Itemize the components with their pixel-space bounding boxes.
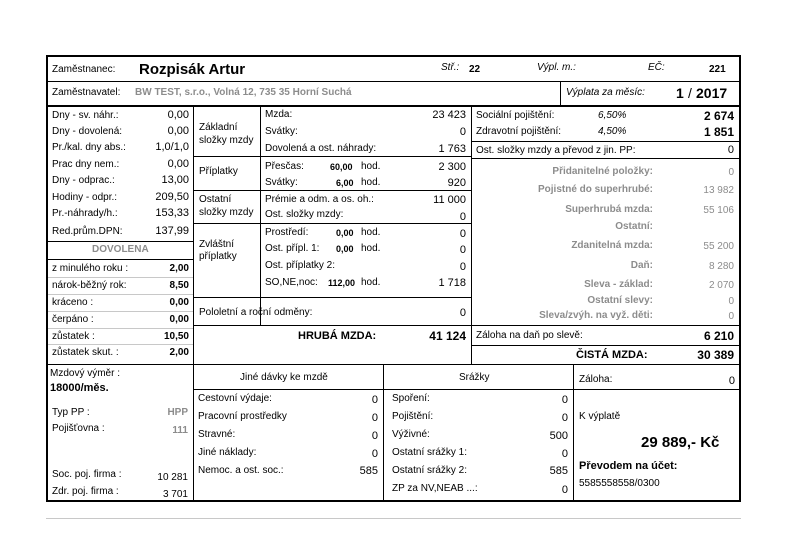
svatky-value: 0: [459, 126, 466, 138]
health-value: 1 851: [703, 125, 734, 139]
employee-label: Zaměstnanec:: [52, 64, 116, 75]
days-value: 0,00: [167, 158, 189, 170]
pojistovna-value: 111: [172, 425, 188, 436]
k-vyplate-label: K výplatě: [579, 411, 621, 422]
month-value: 1: [676, 85, 684, 101]
zdr-firma-value: 3 701: [162, 489, 188, 500]
page-label: Stř.:: [441, 62, 460, 73]
so-hours: 112,00: [328, 278, 356, 288]
border-top: [46, 55, 741, 57]
vymer-value: 18000/měs.: [50, 382, 109, 394]
vacation-label: z minulého roku :: [52, 263, 129, 274]
benefit-value: 0: [371, 412, 378, 424]
ec-value: 221: [709, 64, 726, 75]
vacation-label: kráceno :: [52, 297, 94, 308]
deduction-label: Ostatní srážky 2:: [392, 465, 468, 476]
days-label: Red.prům.DPN:: [52, 226, 123, 237]
svatky2-unit: hod.: [361, 177, 381, 188]
page-value: 22: [469, 64, 481, 75]
zvlastni-group-label: příplatky: [199, 251, 237, 262]
days-value: 153,33: [155, 207, 189, 219]
days-value: 137,99: [155, 225, 189, 237]
premie-label: Prémie a odm. a os. oh.:: [265, 194, 374, 205]
ost1-label: Ost. přípl. 1:: [265, 243, 320, 254]
days-label: Dny - odprac.:: [52, 175, 115, 186]
deduction-value: 0: [561, 448, 568, 460]
basic-group-label: složky mzdy: [199, 135, 254, 146]
border-left: [46, 55, 48, 502]
deduction-value: 0: [561, 394, 568, 406]
ost-slozky-label: Ost. složky mzdy:: [265, 209, 344, 220]
border-right: [739, 55, 741, 502]
vacation-value: 0,00: [169, 297, 189, 308]
tax-label: Sleva/zvýh. na vyž. děti:: [539, 310, 653, 321]
tax-label: Sleva - základ:: [584, 279, 653, 290]
tax-label: Ostatní slevy:: [587, 295, 653, 306]
deduction-label: Výživné:: [392, 429, 430, 440]
benefit-value: 0: [371, 430, 378, 442]
benefit-label: Pracovní prostředky: [198, 411, 287, 422]
zaloha-value: 0: [728, 375, 735, 387]
benefit-label: Nemoc. a ost. soc.:: [198, 465, 284, 476]
deduction-label: ZP za NV,NEAB ...:: [392, 483, 478, 494]
premie-value: 11 000: [433, 194, 466, 206]
divider-month: [560, 81, 561, 105]
zvlastni-group-label: Zvláštní: [199, 239, 235, 250]
prescas-hours: 60,00: [330, 162, 353, 172]
health-label: Zdravotní pojištění:: [476, 126, 562, 137]
divider-summary: [46, 364, 741, 365]
zdr-firma-label: Zdr. poj. firma :: [52, 486, 119, 497]
benefit-value: 0: [371, 394, 378, 406]
dovolena-label: Dovolená a ost. náhrady:: [265, 143, 377, 154]
days-value: 209,50: [155, 191, 189, 203]
vacation-rule: [48, 294, 193, 295]
vymer-label: Mzdový výměr :: [50, 368, 121, 379]
social-pct: 6,50%: [598, 110, 627, 121]
so-value: 1 718: [438, 277, 466, 289]
hruba-label: HRUBÁ MZDA:: [298, 330, 377, 342]
days-label: Prac dny nem.:: [52, 159, 120, 170]
tax-label: Pojistné do superhrubé:: [537, 184, 653, 195]
typ-label: Typ PP :: [52, 407, 90, 418]
ost2-value: 0: [459, 261, 466, 273]
tax-label: Superhrubá mzda:: [565, 204, 653, 215]
days-label: Hodiny - odpr.:: [52, 192, 118, 203]
deduction-value: 0: [561, 412, 568, 424]
basic-group-label: Základní: [199, 122, 238, 133]
ec-label: EČ:: [648, 62, 665, 73]
vacation-rule: [48, 277, 193, 278]
days-label: Dny - sv. náhr.:: [52, 110, 119, 121]
vacation-rule: [48, 344, 193, 345]
month-label: Výplata za měsíc:: [566, 87, 645, 98]
ostatni-group-label: složky mzdy: [199, 207, 254, 218]
ostatni-group-label: Ostatní: [199, 194, 232, 205]
divider-benefits-title: [193, 389, 573, 390]
tax-value: 13 982: [703, 185, 734, 196]
tax-value: 8 280: [708, 261, 734, 272]
prostredi-hours: 0,00: [336, 228, 354, 238]
month-separator: /: [688, 85, 692, 101]
vacation-rule: [48, 311, 193, 312]
vacation-value: 0,00: [169, 314, 189, 325]
svatky2-hours: 6,00: [336, 178, 354, 188]
vacation-value: 2,00: [169, 263, 189, 274]
so-label: SO,NE,noc:: [265, 277, 318, 288]
benefit-label: Jiné náklady:: [198, 447, 257, 458]
tax-value: 0: [728, 311, 734, 322]
vacation-value: 2,00: [169, 347, 189, 358]
social-label: Sociální pojištění:: [476, 110, 555, 121]
vypl-label: Výpl. m.:: [537, 62, 576, 73]
ost-slozky-value: 0: [459, 211, 466, 223]
tax-label: Zdanitelná mzda:: [571, 240, 653, 251]
divider-col1: [193, 105, 194, 500]
advance-tax-label: Záloha na daň po slevě:: [476, 330, 583, 341]
prostredi-label: Prostředí:: [265, 227, 309, 238]
k-vyplate-value: 29 889,- Kč: [641, 434, 720, 451]
prescas-value: 2 300: [438, 161, 466, 173]
benefit-label: Stravné:: [198, 429, 236, 440]
health-pct: 4,50%: [598, 126, 627, 137]
so-unit: hod.: [361, 277, 381, 288]
year-value: 2017: [696, 85, 728, 101]
deduction-label: Ostatní srážky 1:: [392, 447, 468, 458]
divider-payout: [573, 389, 739, 390]
tax-label: Ostatní:: [615, 221, 653, 232]
net-value: 30 389: [697, 348, 734, 362]
other-pp-label: Ost. složky mzdy a převod z jin. PP:: [476, 145, 636, 156]
benefit-value: 0: [371, 448, 378, 460]
divider-basic: [193, 156, 471, 157]
mzda-value: 23 423: [432, 109, 466, 121]
benefit-label: Cestovní výdaje:: [198, 393, 272, 404]
divider-tax: [471, 158, 739, 159]
divider-pololetni: [193, 325, 471, 326]
ost1-hours: 0,00: [336, 244, 354, 254]
svatky-label: Svátky:: [265, 126, 298, 137]
employer-value: BW TEST, s.r.o., Volná 12, 735 35 Horní Suchá: [135, 87, 352, 98]
benefits-title: Jiné dávky ke mzdě: [240, 372, 328, 383]
tax-value: 55 200: [703, 241, 734, 252]
prescas-label: Přesčas:: [265, 161, 304, 172]
divider-employer: [46, 105, 741, 107]
days-value: 13,00: [161, 174, 189, 186]
deduction-value: 0: [561, 484, 568, 496]
vacation-label: zůstatek skut. :: [52, 347, 119, 358]
soc-firma-label: Soc. poj. firma :: [52, 469, 122, 480]
employer-label: Zaměstnavatel:: [52, 87, 121, 98]
footer-rule: [46, 518, 741, 519]
prevod-label: Převodem na účet:: [579, 460, 678, 472]
hruba-value: 41 124: [429, 329, 466, 343]
prostredi-unit: hod.: [361, 227, 381, 238]
pololetni-value: 0: [459, 307, 466, 319]
days-value: 0,00: [167, 109, 189, 121]
prescas-unit: hod.: [361, 161, 381, 172]
priplatky-label: Příplatky: [199, 166, 238, 177]
tax-value: 0: [728, 296, 734, 307]
svatky2-value: 920: [447, 177, 466, 189]
divider-wage-label: [260, 105, 261, 325]
pojistovna-label: Pojišťovna :: [52, 423, 105, 434]
divider-bottom-right: [573, 364, 574, 500]
divider-bottom-mid: [383, 364, 384, 500]
tax-value: 55 106: [703, 205, 734, 216]
deduction-label: Spoření:: [392, 393, 430, 404]
social-value: 2 674: [703, 109, 734, 123]
deductions-title: Srážky: [459, 372, 490, 383]
divider-net: [471, 345, 739, 346]
vacation-title: DOVOLENA: [92, 244, 149, 255]
vacation-value: 8,50: [169, 280, 189, 291]
ost1-unit: hod.: [361, 243, 381, 254]
dovolena-value: 1 763: [438, 143, 466, 155]
tax-value: 2 070: [708, 280, 734, 291]
deduction-value: 585: [549, 465, 568, 477]
soc-firma-value: 10 281: [157, 472, 188, 483]
employee-name: Rozpisák Artur: [139, 61, 246, 78]
days-value: 0,00: [167, 125, 189, 137]
divider-ostatni: [193, 223, 471, 224]
deduction-value: 500: [549, 430, 568, 442]
typ-value: HPP: [167, 407, 188, 418]
net-label: ČISTÁ MZDA:: [576, 349, 648, 361]
vacation-label: nárok-běžný rok:: [52, 280, 127, 291]
vacation-label: zůstatek :: [52, 331, 95, 342]
days-label: Dny - dovolená:: [52, 126, 123, 137]
days-label: Pr.-náhrady/h.:: [52, 208, 118, 219]
vacation-label: čerpáno :: [52, 314, 94, 325]
mzda-label: Mzda:: [265, 109, 293, 120]
benefit-value: 585: [359, 465, 378, 477]
svatky2-label: Svátky:: [265, 177, 298, 188]
divider-zvlastni: [193, 297, 471, 298]
days-label: Pr./kal. dny abs.:: [52, 142, 126, 153]
prostredi-value: 0: [459, 228, 466, 240]
divider-priplatky: [193, 190, 471, 191]
zaloha-label: Záloha:: [579, 374, 613, 385]
tax-label: Daň:: [630, 260, 653, 271]
other-pp-value: 0: [727, 144, 734, 156]
days-value: 1,0/1,0: [155, 141, 189, 153]
divider-header: [46, 81, 741, 82]
vacation-value: 10,50: [163, 331, 189, 342]
divider-ostsl: [471, 141, 739, 142]
ost1-value: 0: [459, 244, 466, 256]
advance-tax-value: 6 210: [703, 329, 734, 343]
pololetni-label: Pololetní a roční odměny:: [199, 307, 313, 318]
account-number: 5585558558/0300: [579, 478, 660, 489]
ost2-label: Ost. příplatky 2:: [265, 260, 336, 271]
divider-dovolena-top: [46, 241, 193, 242]
divider-dovolena-bottom: [46, 259, 193, 260]
tax-label: Přidanitelné položky:: [552, 166, 653, 177]
tax-value: 0: [728, 167, 734, 178]
border-bottom: [46, 500, 741, 502]
vacation-rule: [48, 328, 193, 329]
deduction-label: Pojištění:: [392, 411, 434, 422]
divider-zaloha: [471, 325, 739, 326]
